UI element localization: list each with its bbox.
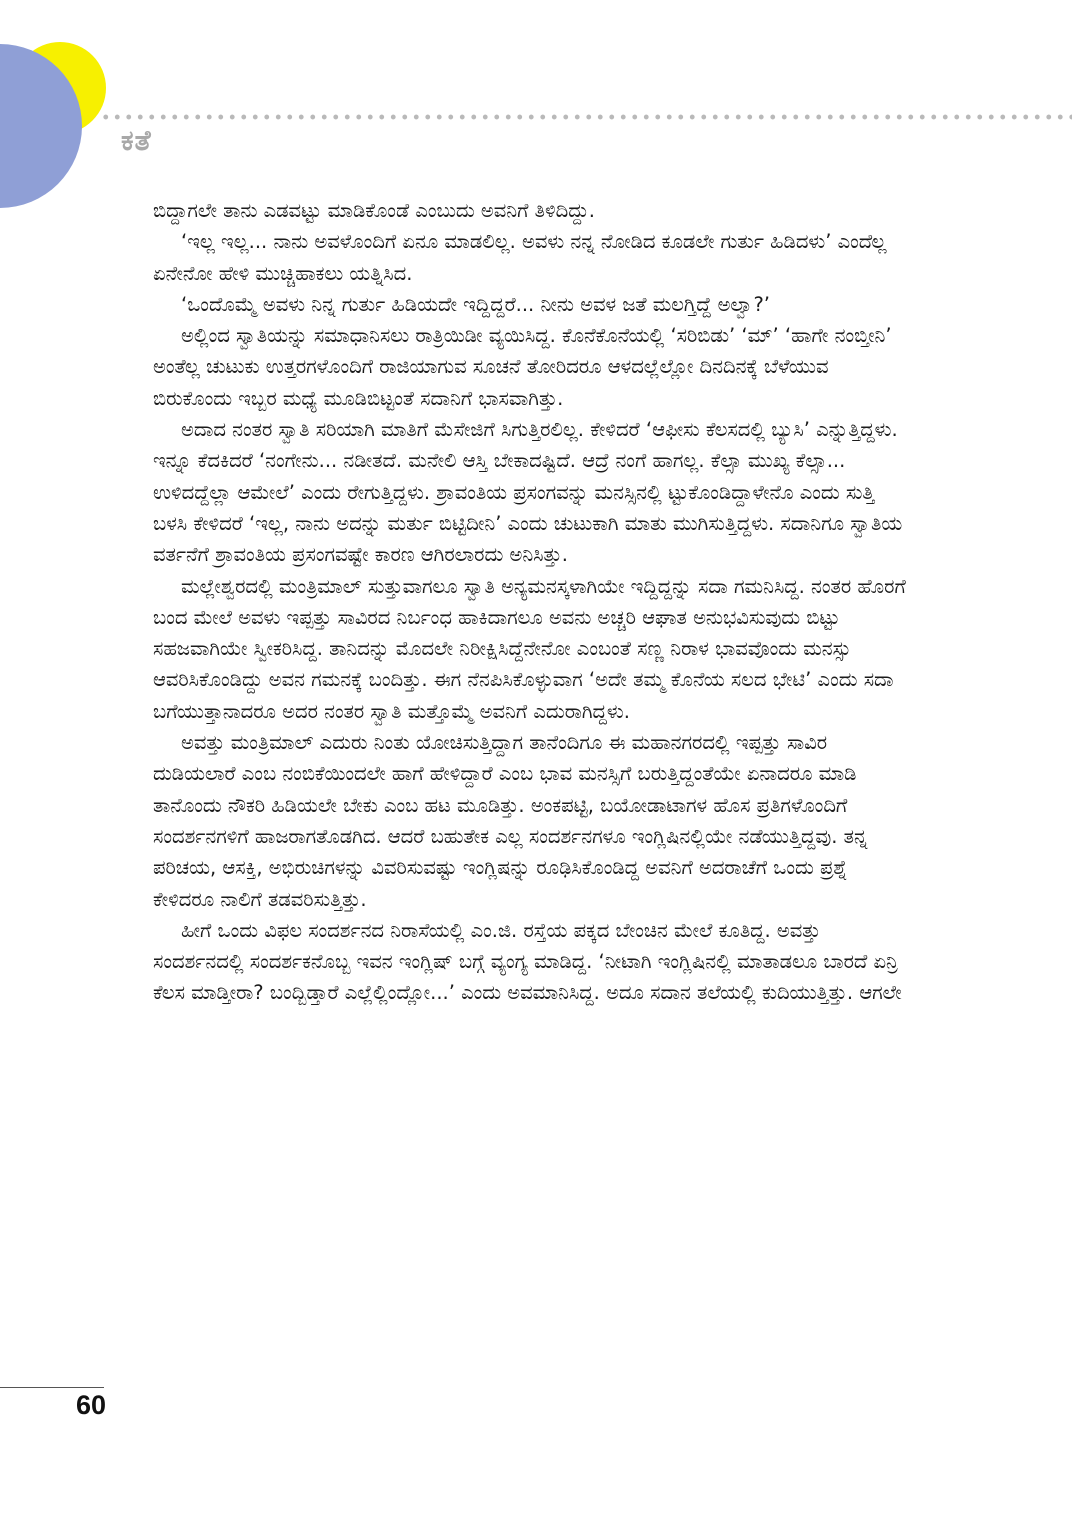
paragraph: ಹೀಗೆ ಒಂದು ವಿಫಲ ಸಂದರ್ಶನದ ನಿರಾಸೆಯಲ್ಲಿ ಎಂ.ಜಿ. ರಸ್ತೆಯ ಪಕ್ಕದ ಬೇಂಚಿನ ಮೇಲೆ ಕೂತಿದ್ದ. ಅವತ್ತು ಸಂದರ್ಶನದಲ್ಲಿ ಸಂದರ್ಶಕನೊಬ್ಬ ಇವನ ಇಂಗ್ಲಿಷ್ ಬಗ್ಗೆ ವ್ಯಂಗ್ಯ ಮಾಡಿದ್ದ. ‘ನೀಟಾಗಿ ಇಂಗ್ಲಿಷಿನಲ್ಲಿ ಮಾತಾಡಲೂ ಬಾರದೆ ಏನ್ರಿ ಕೆಲಸ ಮಾಡ್ತೀರಾ? ಬಂದ್ಬಿಡ್ತಾರೆ ಎಲ್ಲೆಲ್ಲಿಂದ್ಲೋ...’ ಎಂದು ಅವಮಾನಿಸಿದ್ದ. ಅದೂ ಸದಾನ ತಲೆಯಲ್ಲಿ ಕುದಿಯುತ್ತಿತ್ತು. ಆಗಲೇ <box>153 918 902 1005</box>
story-text <box>153 195 913 1009</box>
paragraph: ಅದಾದ ನಂತರ ಸ್ವಾತಿ ಸರಿಯಾಗಿ ಮಾತಿಗೆ ಮೆಸೇಜಿಗೆ ಸಿಗುತ್ತಿರಲಿಲ್ಲ. ಕೇಳಿದರೆ ‘ಆಫೀಸು ಕೆಲಸದಲ್ಲಿ ಬ್ಯುಸಿ’ ಎನ್ನುತ್ತಿದ್ದಳು. ಇನ್ನೂ ಕೆದಕಿದರೆ ‘ನಂಗೇನು... ನಡೀತದೆ. ಮನೇಲಿ ಆಸ್ತಿ ಬೇಕಾದಷ್ಟಿದೆ. ಆದ್ರೆ ನಂಗೆ ಹಾಗಲ್ಲ. ಕೆಲ್ಸಾ ಮುಖ್ಯ ಕೆಲ್ಸಾ... ಉಳಿದದ್ದೆಲ್ಲಾ ಆಮೇಲೆ’ ಎಂದು ರೇಗುತ್ತಿದ್ದಳು. ಶ್ರಾವಂತಿಯ ಪ್ರಸಂಗವನ್ನು ಮನಸ್ಸಿನಲ್ಲಿ ಟ್ಟುಕೊಂಡಿದ್ದಾಳೇನೊ ಎಂದು ಸುತ್ತಿ ಬಳಸಿ ಕೇಳಿದರೆ ‘ಇಲ್ಲ, ನಾನು ಅದನ್ನು ಮರ್ತು ಬಿಟ್ಟಿದೀನಿ’ ಎಂದು ಚುಟುಕಾಗಿ ಮಾತು ಮುಗಿಸುತ್ತಿದ್ದಳು. ಸದಾನಿಗೂ ಸ್ವಾತಿಯ ವರ್ತನೆಗೆ ಶ್ರಾವಂತಿಯ ಪ್ರಸಂಗವಷ್ಟೇ ಕಾರಣ ಆಗಿರಲಾರದು ಅನಿಸಿತ್ತು. <box>153 418 903 567</box>
paragraph: ಬಿದ್ದಾಗಲೇ ತಾನು ಎಡವಟ್ಟು ಮಾಡಿಕೊಂಡೆ ಎಂಬುದು ಅವನಿಗೆ ತಿಳಿದಿದ್ದು. <box>153 199 595 222</box>
page-number: 60 <box>76 1390 107 1420</box>
paragraph: ‘ಒಂದೊಮ್ಮೆ ಅವಳು ನಿನ್ನ ಗುರ್ತು ಹಿಡಿಯದೇ ಇದ್ದಿದ್ದರೆ... ನೀನು ಅವಳ ಜತೆ ಮಲಗ್ತಿದ್ದೆ ಅಲ್ವಾ?’ <box>181 292 770 316</box>
paragraph: ‘ಇಲ್ಲ ಇಲ್ಲ... ನಾನು ಅವಳೊಂದಿಗೆ ಏನೂ ಮಾಡಲಿಲ್ಲ. ಅವಳು ನನ್ನ ನೋಡಿದ ಕೂಡಲೇ ಗುರ್ತು ಹಿಡಿದಳು’ ಎಂದೆಲ್ಲ ಏನೇನೋ ಹೇಳಿ ಮುಚ್ಚಿಹಾಕಲು ಯತ್ನಿಸಿದ. <box>153 230 887 285</box>
paragraph: ಅಲ್ಲಿಂದ ಸ್ವಾತಿಯನ್ನು ಸಮಾಧಾನಿಸಲು ರಾತ್ರಿಯಿಡೀ ವ್ಯಯಿಸಿದ್ದ. ಕೊನೆಕೊನೆಯಲ್ಲಿ ‘ಸರಿಬಿಡು’ ‘ಮ್’ ‘ಹಾಗೇ ನಂಬ್ತೀನಿ’ ಅಂತೆಲ್ಲ ಚುಟುಕು ಉತ್ತರಗಳೊಂದಿಗೆ ರಾಜಿಯಾಗುವ ಸೂಚನೆ ತೋರಿದರೂ ಆಳದಲ್ಲೆಲ್ಲೋ ದಿನದಿನಕ್ಕೆ ಬೆಳೆಯುವ ಬಿರುಕೊಂದು ಇಬ್ಬರ ಮಧ್ಯೆ ಮೂಡಿಬಿಟ್ಟಂತೆ ಸದಾನಿಗೆ ಭಾಸವಾಗಿತ್ತು. <box>153 324 892 410</box>
footer-rule <box>0 1387 104 1388</box>
decorative-circles <box>0 0 180 220</box>
dotted-rule <box>100 113 1072 121</box>
paragraph: ಮಲ್ಲೇಶ್ವರದಲ್ಲಿ ಮಂತ್ರಿಮಾಲ್ ಸುತ್ತುವಾಗಲೂ ಸ್ವಾತಿ ಅನ್ಯಮನಸ್ಕಳಾಗಿಯೇ ಇದ್ದಿದ್ದನ್ನು ಸದಾ ಗಮನಿಸಿದ್ದ. ನಂತರ ಹೊರಗೆ ಬಂದ ಮೇಲೆ ಅವಳು ಇಪ್ಪತ್ತು ಸಾವಿರದ ನಿರ್ಬಂಧ ಹಾಕಿದಾಗಲೂ ಅವನು ಅಚ್ಚರಿ ಆಘಾತ ಅನುಭವಿಸುವುದು ಬಿಟ್ಟು ಸಹಜವಾಗಿಯೇ ಸ್ವೀಕರಿಸಿದ್ದ. ತಾನಿದನ್ನು ಮೊದಲೇ ನಿರೀಕ್ಷಿಸಿದ್ದೆನೇನೋ ಎಂಬಂತೆ ಸಣ್ಣ ನಿರಾಳ ಭಾವವೊಂದು ಮನಸ್ಸು ಆವರಿಸಿಕೊಂಡಿದ್ದು ಅವನ ಗಮನಕ್ಕೆ ಬಂದಿತ್ತು. ಈಗ ನೆನಪಿಸಿಕೊಳ್ಳುವಾಗ ‘ಅದೇ ತಮ್ಮ ಕೊನೆಯ ಸಲದ ಭೇಟಿ’ ಎಂದು ಸದಾ ಬಗೆಯುತ್ತಾನಾದರೂ ಅದರ ನಂತರ ಸ್ವಾತಿ ಮತ್ತೊಮ್ಮೆ ಅವನಿಗೆ ಎದುರಾಗಿದ್ದಳು. <box>153 574 906 723</box>
section-title: ಕತೆ <box>121 124 152 157</box>
paragraph: ಅವತ್ತು ಮಂತ್ರಿಮಾಲ್ ಎದುರು ನಿಂತು ಯೋಚಿಸುತ್ತಿದ್ದಾಗ ತಾನೆಂದಿಗೂ ಈ ಮಹಾನಗರದಲ್ಲಿ ಇಪ್ಪತ್ತು ಸಾವಿರ ದುಡಿಯಲಾರೆ ಎಂಬ ನಂಬಿಕೆಯಿಂದಲೇ ಹಾಗೆ ಹೇಳಿದ್ದಾರೆ ಎಂಬ ಭಾವ ಮನಸ್ಸಿಗೆ ಬರುತ್ತಿದ್ದಂತೆಯೇ ಏನಾದರೂ ಮಾಡಿ ತಾನೊಂದು ನೌಕರಿ ಹಿಡಿಯಲೇ ಬೇಕು ಎಂಬ ಹಟ ಮೂಡಿತ್ತು. ಅಂಕಪಟ್ಟಿ, ಬಯೋಡಾಟಾಗಳ ಹೊಸ ಪ್ರತಿಗಳೊಂದಿಗೆ ಸಂದರ್ಶನಗಳಿಗೆ ಹಾಜರಾಗತೊಡಗಿದ. ಆದರೆ ಬಹುತೇಕ ಎಲ್ಲ ಸಂದರ್ಶನಗಳೂ ಇಂಗ್ಲಿಷಿನಲ್ಲಿಯೇ ನಡೆಯುತ್ತಿದ್ದವು. ತನ್ನ ಪರಿಚಯ, ಆಸಕ್ತಿ, ಅಭಿರುಚಿಗಳನ್ನು ವಿವರಿಸುವಷ್ಟು ಇಂಗ್ಲಿಷನ್ನು ರೂಢಿಸಿಕೊಂಡಿದ್ದ ಅವನಿಗೆ ಅದರಾಚೆಗೆ ಒಂದು ಪ್ರಶ್ನೆ ಕೇಳಿದರೂ ನಾಲಿಗೆ ತಡವರಿಸುತ್ತಿತ್ತು. <box>153 731 868 911</box>
